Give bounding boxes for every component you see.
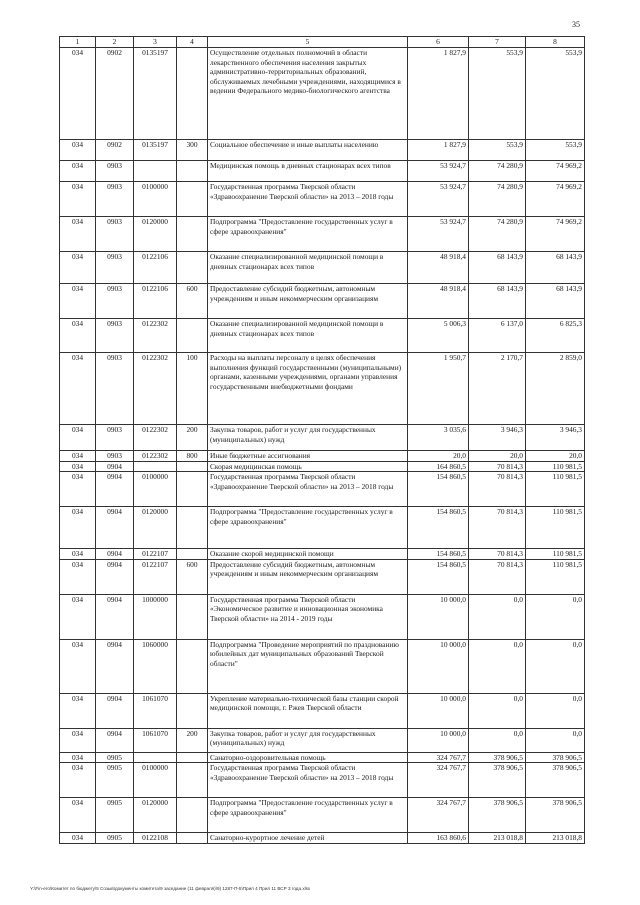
cell-target-code: 0100000 [134,472,177,507]
cell-target-code: 1061070 [134,693,177,728]
cell-target-code: 1060000 [134,639,177,693]
cell-description: Социальное обеспечение и иные выплаты населению [208,140,408,161]
cell-description: Государственная программа Тверской области «Здравоохранение Тверской области» на 2013 – 2018 годы [208,472,408,507]
cell-target-code: 0120000 [134,798,177,833]
cell-amount-year2: 213 018,8 [469,833,526,844]
cell-amount-year2: 74 280,9 [469,182,526,217]
cell-ministry-code: 034 [60,451,96,462]
table-row [60,161,585,182]
table-row [60,639,585,693]
cell-section-code: 0904 [96,461,134,472]
table-row [60,319,585,353]
cell-section-code: 0903 [96,353,134,425]
cell-expense-type [177,48,208,140]
cell-description: Оказание скорой медицинской помощи [208,549,408,560]
column-header: 5 [208,37,408,48]
cell-amount-year1: 53 924,7 [408,182,469,217]
cell-ministry-code: 034 [60,353,96,425]
cell-expense-type [177,217,208,252]
table-row [60,833,585,844]
column-header: 7 [469,37,526,48]
cell-ministry-code: 034 [60,507,96,549]
cell-amount-year3: 110 981,5 [526,507,585,549]
table-body [60,48,585,844]
cell-expense-type [177,594,208,639]
cell-amount-year3: 0,0 [526,594,585,639]
cell-section-code: 0905 [96,833,134,844]
cell-expense-type: 200 [177,425,208,451]
cell-amount-year1: 10 000,0 [408,639,469,693]
cell-description: Подпрограмма "Предоставление государственных услуг в сфере здравоохранения" [208,217,408,252]
cell-amount-year1: 10 000,0 [408,693,469,728]
cell-expense-type: 800 [177,451,208,462]
cell-amount-year2: 70 814,3 [469,461,526,472]
cell-section-code: 0903 [96,217,134,252]
cell-ministry-code: 034 [60,48,96,140]
cell-ministry-code: 034 [60,217,96,252]
cell-amount-year1: 324 767,7 [408,798,469,833]
table-row [60,549,585,560]
cell-ministry-code: 034 [60,319,96,353]
cell-amount-year3: 0,0 [526,693,585,728]
cell-target-code [134,161,177,182]
cell-section-code: 0904 [96,559,134,594]
cell-description: Оказание специализированной медицинской помощи в дневных стационарах всех типов [208,319,408,353]
cell-target-code: 0122302 [134,451,177,462]
cell-ministry-code: 034 [60,798,96,833]
table-row [60,140,585,161]
cell-amount-year1: 1 827,9 [408,48,469,140]
cell-amount-year2: 0,0 [469,693,526,728]
cell-section-code: 0902 [96,48,134,140]
cell-amount-year2: 3 946,3 [469,425,526,451]
cell-amount-year1: 1 950,7 [408,353,469,425]
cell-amount-year3: 0,0 [526,639,585,693]
cell-section-code: 0905 [96,763,134,798]
cell-section-code: 0903 [96,161,134,182]
cell-section-code: 0904 [96,549,134,560]
cell-ministry-code: 034 [60,639,96,693]
cell-expense-type [177,833,208,844]
column-number-row [60,37,585,48]
cell-expense-type [177,252,208,284]
cell-expense-type: 600 [177,559,208,594]
table-row [60,217,585,252]
cell-amount-year2: 20,0 [469,451,526,462]
cell-section-code: 0904 [96,728,134,752]
column-header: 4 [177,37,208,48]
cell-amount-year3: 553,9 [526,140,585,161]
cell-section-code: 0904 [96,594,134,639]
cell-description: Расходы на выплаты персоналу в целях обеспечения выполнения функций государственными (муниципальными) органами, казенными учреждениями, органами управления государственными внебюджетными фондами [208,353,408,425]
cell-ministry-code: 034 [60,182,96,217]
cell-amount-year3: 110 981,5 [526,549,585,560]
cell-amount-year1: 154 860,5 [408,549,469,560]
cell-expense-type: 600 [177,284,208,319]
table-row [60,798,585,833]
cell-ministry-code: 034 [60,763,96,798]
cell-section-code: 0905 [96,798,134,833]
cell-target-code: 0122107 [134,549,177,560]
cell-ministry-code: 034 [60,461,96,472]
table-row [60,763,585,798]
cell-expense-type [177,798,208,833]
cell-expense-type [177,182,208,217]
cell-amount-year1: 48 918,4 [408,284,469,319]
cell-description: Иные бюджетные ассигнования [208,451,408,462]
cell-description: Укрепление материально-технической базы станции скорой медицинской помощи, г. Ржев Тверской области [208,693,408,728]
cell-amount-year3: 0,0 [526,728,585,752]
cell-amount-year2: 74 280,9 [469,161,526,182]
cell-amount-year2: 0,0 [469,728,526,752]
cell-section-code: 0904 [96,639,134,693]
cell-amount-year1: 53 924,7 [408,217,469,252]
cell-amount-year1: 324 767,7 [408,752,469,763]
cell-amount-year2: 0,0 [469,639,526,693]
cell-target-code: 0135197 [134,140,177,161]
table-row [60,752,585,763]
cell-ministry-code: 034 [60,833,96,844]
cell-description: Закупка товаров, работ и услуг для государственных (муниципальных) нужд [208,728,408,752]
cell-amount-year2: 378 906,5 [469,798,526,833]
cell-description: Скорая медицинская помощь [208,461,408,472]
cell-target-code: 0122106 [134,252,177,284]
cell-expense-type [177,461,208,472]
cell-ministry-code: 034 [60,559,96,594]
table-row [60,252,585,284]
cell-ministry-code: 034 [60,549,96,560]
cell-amount-year1: 5 006,3 [408,319,469,353]
cell-amount-year3: 68 143,9 [526,284,585,319]
cell-target-code: 1000000 [134,594,177,639]
cell-ministry-code: 034 [60,252,96,284]
cell-amount-year2: 74 280,9 [469,217,526,252]
cell-target-code: 0100000 [134,182,177,217]
cell-expense-type [177,161,208,182]
cell-description: Санаторно-оздоровительная помощь [208,752,408,763]
table-row [60,451,585,462]
cell-description: Государственная программа Тверской области «Экономическое развитие и инновационная экономика Тверской области» на 2014 - 2019 годы [208,594,408,639]
cell-expense-type: 200 [177,728,208,752]
cell-amount-year2: 68 143,9 [469,252,526,284]
column-header: 3 [134,37,177,48]
table-row [60,693,585,728]
cell-amount-year1: 324 767,7 [408,763,469,798]
cell-expense-type [177,507,208,549]
cell-amount-year3: 110 981,5 [526,461,585,472]
table-row [60,472,585,507]
cell-amount-year3: 74 969,2 [526,217,585,252]
column-header: 2 [96,37,134,48]
file-path-footer: Y:\Fin-его\Комитет по бюджету\5 Созыв\документы комитета\9 заседание (11 февраля)\9) 1287-П-5\Прил 4 Прил 11 ВСР 3 года.xlsx [30,886,311,891]
cell-section-code: 0903 [96,252,134,284]
cell-amount-year2: 70 814,3 [469,507,526,549]
cell-description: Подпрограмма "Проведение мероприятий по празднованию юбилейных дат муниципальных образований Тверской области" [208,639,408,693]
cell-amount-year2: 553,9 [469,48,526,140]
cell-amount-year3: 378 906,5 [526,798,585,833]
cell-amount-year2: 70 814,3 [469,549,526,560]
cell-section-code: 0904 [96,472,134,507]
cell-expense-type [177,752,208,763]
cell-description: Предоставление субсидий бюджетным, автономным учреждениям и иным некоммерческим организациям [208,559,408,594]
cell-ministry-code: 034 [60,693,96,728]
cell-description: Осуществление отдельных полномочий в области лекарственного обеспечения населения закрытых административно-территориальных образований, обслуживаемых лечебными учреждениями, находящимися в ведении Федерального медико-биологического агентства [208,48,408,140]
cell-amount-year2: 6 137,0 [469,319,526,353]
cell-target-code: 0100000 [134,763,177,798]
cell-expense-type [177,549,208,560]
cell-section-code: 0903 [96,182,134,217]
cell-description: Предоставление субсидий бюджетным, автономным учреждениям и иным некоммерческим организациям [208,284,408,319]
cell-section-code: 0902 [96,140,134,161]
cell-amount-year1: 10 000,0 [408,728,469,752]
cell-target-code: 0122302 [134,353,177,425]
cell-section-code: 0903 [96,319,134,353]
cell-amount-year1: 10 000,0 [408,594,469,639]
table-row [60,48,585,140]
cell-description: Подпрограмма "Предоставление государственных услуг в сфере здравоохранения" [208,507,408,549]
table-row [60,559,585,594]
cell-target-code [134,461,177,472]
cell-ministry-code: 034 [60,425,96,451]
cell-amount-year1: 154 860,5 [408,507,469,549]
cell-amount-year3: 378 906,5 [526,763,585,798]
cell-amount-year1: 163 860,6 [408,833,469,844]
cell-expense-type [177,639,208,693]
cell-amount-year1: 154 860,5 [408,559,469,594]
cell-target-code: 0122108 [134,833,177,844]
cell-description: Оказание специализированной медицинской помощи в дневных стационарах всех типов [208,252,408,284]
cell-description: Санаторно-курортное лечение детей [208,833,408,844]
column-header: 8 [526,37,585,48]
budget-table [59,36,585,844]
cell-description: Государственная программа Тверской области «Здравоохранение Тверской области» на 2013 – 2018 годы [208,182,408,217]
cell-amount-year3: 2 859,0 [526,353,585,425]
cell-amount-year3: 553,9 [526,48,585,140]
table-row [60,425,585,451]
cell-amount-year2: 553,9 [469,140,526,161]
cell-amount-year2: 70 814,3 [469,559,526,594]
cell-amount-year2: 0,0 [469,594,526,639]
cell-section-code: 0903 [96,425,134,451]
cell-ministry-code: 034 [60,472,96,507]
cell-amount-year3: 378 906,5 [526,752,585,763]
cell-target-code [134,752,177,763]
cell-description: Государственная программа Тверской области «Здравоохранение Тверской области» на 2013 – 2018 годы [208,763,408,798]
cell-amount-year1: 3 035,6 [408,425,469,451]
cell-expense-type: 100 [177,353,208,425]
cell-section-code: 0903 [96,284,134,319]
cell-ministry-code: 034 [60,728,96,752]
cell-ministry-code: 034 [60,140,96,161]
cell-section-code: 0903 [96,451,134,462]
cell-amount-year3: 20,0 [526,451,585,462]
cell-amount-year3: 74 969,2 [526,161,585,182]
table-row [60,461,585,472]
cell-target-code: 0122107 [134,559,177,594]
cell-description: Медицинская помощь в дневных стационарах всех типов [208,161,408,182]
cell-description: Подпрограмма "Предоставление государственных услуг в сфере здравоохранения" [208,798,408,833]
cell-amount-year2: 70 814,3 [469,472,526,507]
cell-ministry-code: 034 [60,594,96,639]
cell-amount-year3: 110 981,5 [526,472,585,507]
table-row [60,353,585,425]
column-header: 1 [60,37,96,48]
cell-amount-year3: 110 981,5 [526,559,585,594]
table-row [60,284,585,319]
cell-expense-type [177,319,208,353]
cell-target-code: 0135197 [134,48,177,140]
cell-amount-year1: 154 860,5 [408,472,469,507]
cell-expense-type: 300 [177,140,208,161]
cell-target-code: 0122302 [134,319,177,353]
cell-ministry-code: 034 [60,752,96,763]
cell-expense-type [177,472,208,507]
cell-amount-year3: 3 946,3 [526,425,585,451]
cell-amount-year3: 6 825,3 [526,319,585,353]
cell-amount-year2: 68 143,9 [469,284,526,319]
cell-amount-year2: 378 906,5 [469,752,526,763]
cell-expense-type [177,693,208,728]
cell-description: Закупка товаров, работ и услуг для государственных (муниципальных) нужд [208,425,408,451]
cell-amount-year1: 1 827,9 [408,140,469,161]
cell-amount-year3: 213 018,8 [526,833,585,844]
cell-expense-type [177,763,208,798]
cell-target-code: 0122302 [134,425,177,451]
cell-target-code: 0122106 [134,284,177,319]
cell-amount-year1: 53 924,7 [408,161,469,182]
table-row [60,728,585,752]
cell-amount-year3: 74 969,2 [526,182,585,217]
table-row [60,182,585,217]
cell-amount-year1: 164 860,5 [408,461,469,472]
cell-section-code: 0904 [96,693,134,728]
cell-amount-year3: 68 143,9 [526,252,585,284]
table-row [60,594,585,639]
cell-amount-year1: 48 918,4 [408,252,469,284]
cell-amount-year2: 2 170,7 [469,353,526,425]
page-number: 35 [572,20,580,29]
column-header: 6 [408,37,469,48]
cell-target-code: 0120000 [134,217,177,252]
cell-section-code: 0904 [96,507,134,549]
table-row [60,507,585,549]
cell-section-code: 0905 [96,752,134,763]
cell-target-code: 0120000 [134,507,177,549]
cell-amount-year2: 378 906,5 [469,763,526,798]
cell-amount-year1: 20,0 [408,451,469,462]
cell-ministry-code: 034 [60,161,96,182]
cell-target-code: 1061070 [134,728,177,752]
cell-ministry-code: 034 [60,284,96,319]
